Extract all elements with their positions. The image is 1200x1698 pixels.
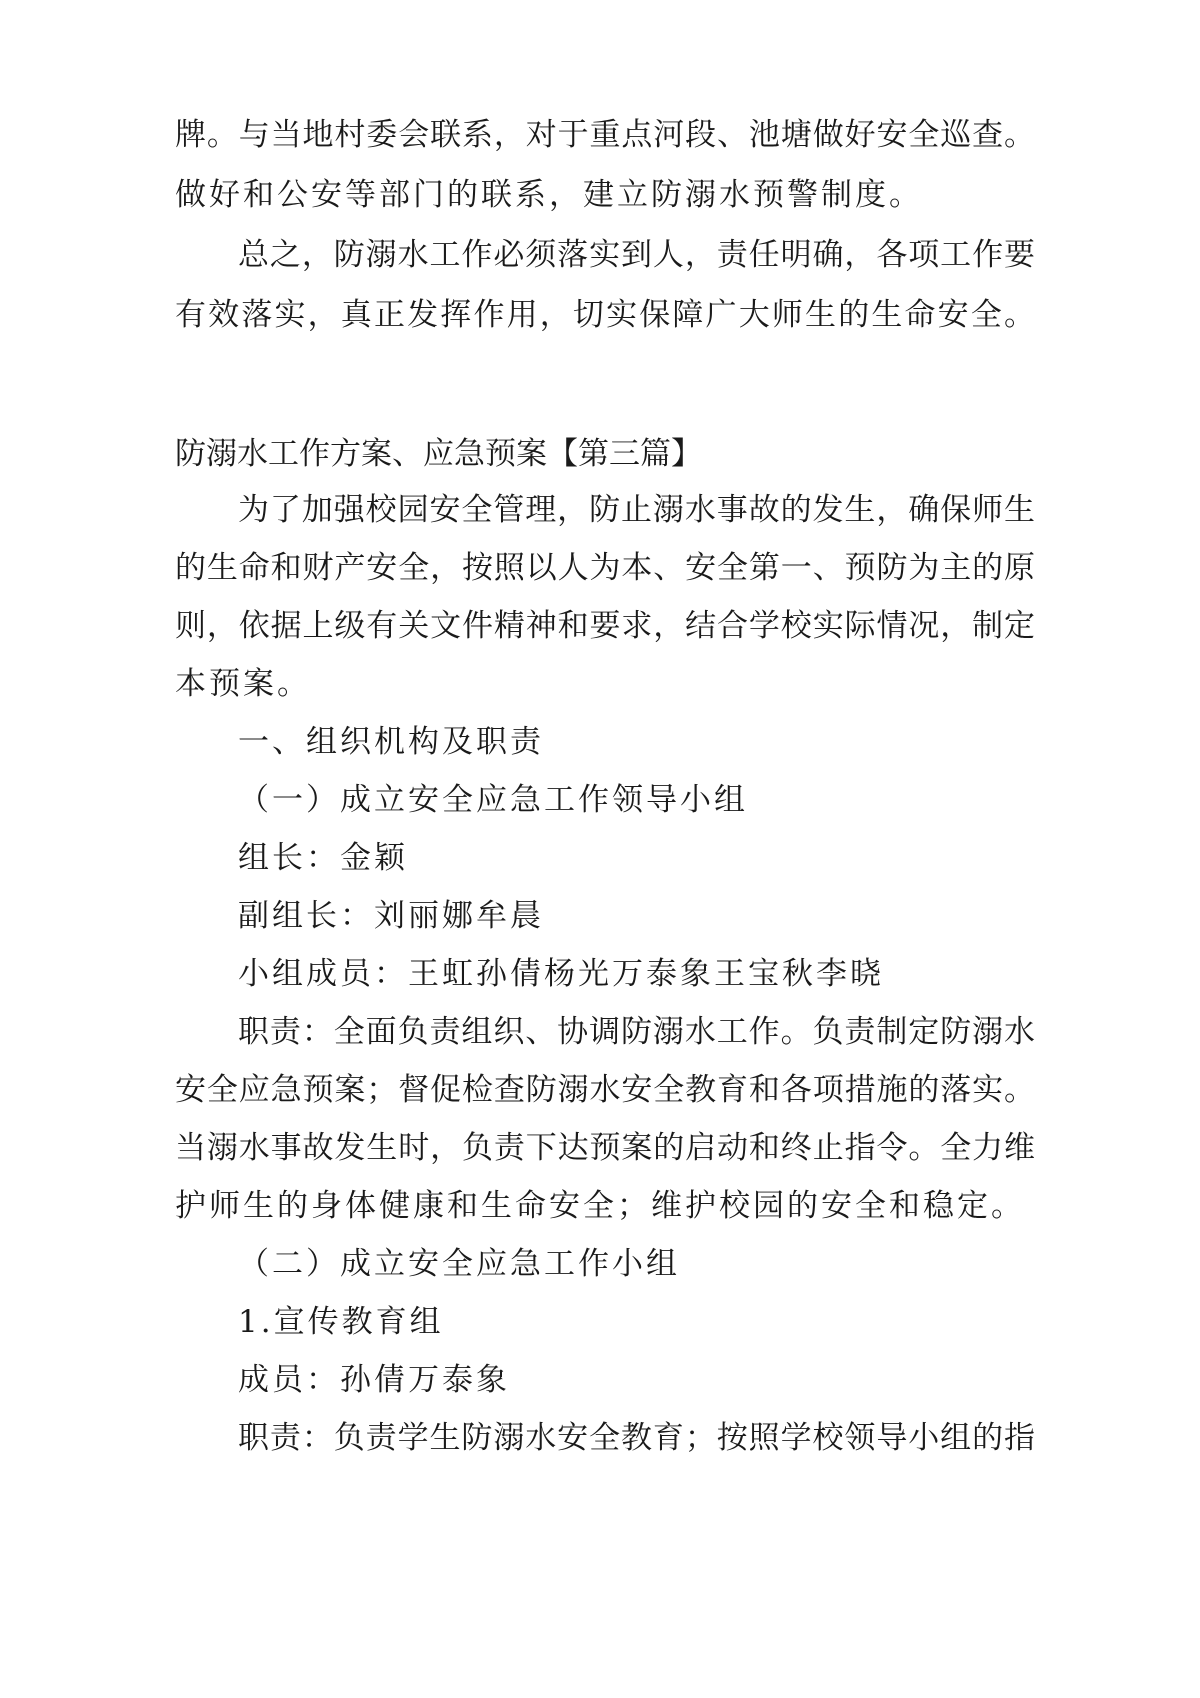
text-line: 做好和公安等部门的联系，建立防溺水预警制度。 — [175, 177, 923, 213]
text-line: 总之，防溺水工作必须落实到人，责任明确，各项工作要 — [238, 237, 1035, 273]
text-line: 副组长：刘丽娜牟晨 — [238, 898, 544, 934]
text-line: 牌。与当地村委会联系，对于重点河段、池塘做好安全巡查。 — [175, 117, 1035, 153]
text-line: 职责：全面负责组织、协调防溺水工作。负责制定防溺水 — [238, 1014, 1035, 1050]
text-line: 小组成员：王虹孙倩杨光万泰象王宝秋李晓 — [238, 956, 884, 992]
text-line: 本预案。 — [175, 666, 311, 702]
subheading: （二）成立安全应急工作小组 — [238, 1246, 680, 1282]
text-line: 为了加强校园安全管理，防止溺水事故的发生，确保师生 — [238, 492, 1035, 528]
text-line: 有效落实，真正发挥作用，切实保障广大师生的生命安全。 — [175, 297, 1035, 333]
text-line: 的生命和财产安全，按照以人为本、安全第一、预防为主的原 — [175, 550, 1035, 586]
text-line: 安全应急预案；督促检查防溺水安全教育和各项措施的落实。 — [175, 1072, 1035, 1108]
text-line: 职责：负责学生防溺水安全教育；按照学校领导小组的指 — [238, 1420, 1035, 1456]
section-heading: 防溺水工作方案、应急预案【第三篇】 — [175, 436, 702, 472]
text-line: 组长：金颖 — [238, 840, 408, 876]
subheading: （一）成立安全应急工作领导小组 — [238, 782, 748, 818]
subheading: 一、组织机构及职责 — [238, 724, 544, 760]
text-line: 成员：孙倩万泰象 — [238, 1362, 510, 1398]
text-line: 则，依据上级有关文件精神和要求，结合学校实际情况，制定 — [175, 608, 1035, 644]
text-line: 护师生的身体健康和生命安全；维护校园的安全和稳定。 — [175, 1188, 1025, 1224]
text-line: 当溺水事故发生时，负责下达预案的启动和终止指令。全力维 — [175, 1130, 1035, 1166]
subheading: 1.宣传教育组 — [238, 1304, 444, 1340]
